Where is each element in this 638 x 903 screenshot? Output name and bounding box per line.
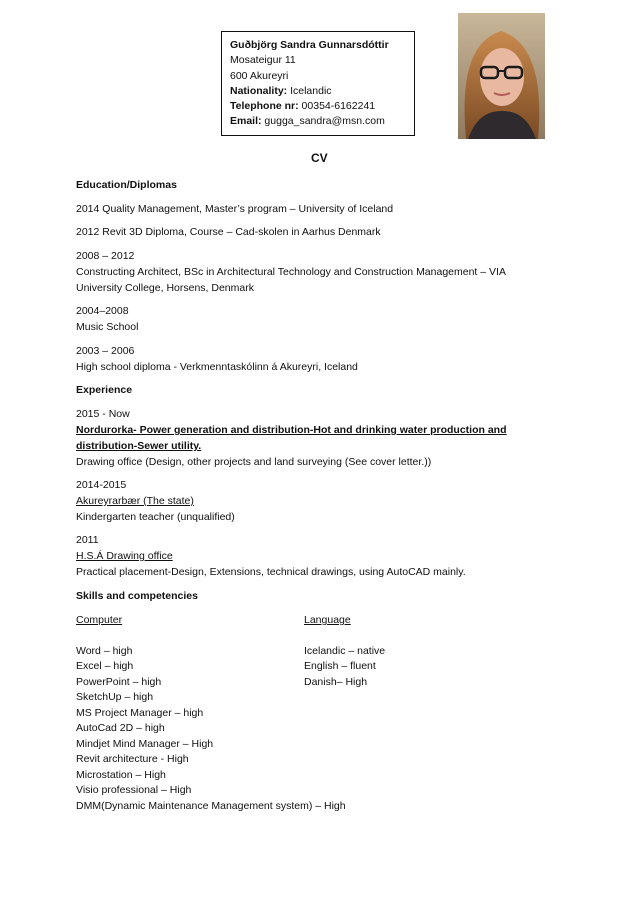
- profile-photo-image: [458, 13, 545, 139]
- computer-skill: Mindjet Mind Manager – High: [76, 738, 214, 750]
- computer-skill: AutoCad 2D – high: [76, 722, 165, 734]
- job-period: 2015 - Now: [76, 408, 130, 420]
- computer-skill: Revit architecture - High: [76, 753, 189, 765]
- job-role: Kindergarten teacher (unqualified): [76, 511, 235, 523]
- computer-skill: Excel – high: [76, 660, 134, 672]
- computer-skill: DMM(Dynamic Maintenance Management system) – High: [76, 800, 346, 812]
- experience-heading: Experience: [76, 384, 133, 396]
- job-employer: Nordurorka- Power generation and distribution-Hot and drinking water production and: [76, 424, 507, 436]
- cv-title: CV: [311, 151, 328, 165]
- contact-name: Guðbjörg Sandra Gunnarsdóttir: [230, 39, 389, 51]
- language-heading: Language: [304, 614, 351, 626]
- email-value: gugga_sandra@msn.com: [261, 115, 385, 128]
- nationality-label: Nationality:: [230, 84, 288, 97]
- job-period: 2014-2015: [76, 479, 127, 491]
- job-employer: distribution-Sewer utility.: [76, 440, 202, 452]
- contact-box: [221, 31, 415, 136]
- job-role: Drawing office (Design, other projects and land surveying (See cover letter.)): [76, 456, 432, 468]
- contact-phone: [230, 99, 414, 114]
- nationality-value: Icelandic: [287, 84, 332, 97]
- education-item: University College, Horsens, Denmark: [76, 282, 254, 294]
- contact-city: 600 Akureyri: [230, 69, 289, 82]
- education-item: 2004–2008: [76, 305, 129, 317]
- email-label: Email:: [230, 115, 262, 128]
- computer-skill: Microstation – High: [76, 769, 166, 781]
- computer-heading: Computer: [76, 614, 123, 626]
- education-item: 2012 Revit 3D Diploma, Course – Cad-skolen in Aarhus Denmark: [76, 226, 381, 238]
- computer-skill: MS Project Manager – high: [76, 707, 204, 719]
- contact-nationality: [230, 84, 414, 99]
- education-item: 2014 Quality Management, Master’s program – University of Iceland: [76, 203, 394, 215]
- language-skill: English – fluent: [304, 660, 376, 672]
- computer-skill: PowerPoint – high: [76, 676, 162, 688]
- profile-photo: [458, 13, 545, 139]
- education-heading: Education/Diplomas: [76, 179, 177, 191]
- job-role: Practical placement-Design, Extensions, technical drawings, using AutoCAD mainly.: [76, 566, 466, 578]
- computer-skill: Visio professional – High: [76, 784, 192, 796]
- language-skill: Icelandic – native: [304, 645, 386, 657]
- job-employer: H.S.Á Drawing office: [76, 550, 173, 562]
- education-item: High school diploma - Verkmenntaskólinn á Akureyri, Iceland: [76, 361, 358, 373]
- education-item: 2003 – 2006: [76, 345, 135, 357]
- language-skill: Danish– High: [304, 676, 368, 688]
- computer-skill: Word – high: [76, 645, 133, 657]
- contact-street: Mosateigur 11: [230, 54, 296, 67]
- phone-label: Telephone nr:: [230, 100, 299, 113]
- education-item: Music School: [76, 321, 139, 333]
- contact-email: [230, 114, 414, 129]
- education-item: Constructing Architect, BSc in Architectural Technology and Construction Management – VIA: [76, 266, 506, 278]
- computer-skill: SketchUp – high: [76, 691, 154, 703]
- phone-value: 00354-6162241: [298, 100, 376, 113]
- education-item: 2008 – 2012: [76, 250, 135, 262]
- job-employer: Akureyrarbær (The state): [76, 495, 194, 507]
- job-period: 2011: [76, 534, 99, 546]
- skills-heading: Skills and competencies: [76, 590, 198, 602]
